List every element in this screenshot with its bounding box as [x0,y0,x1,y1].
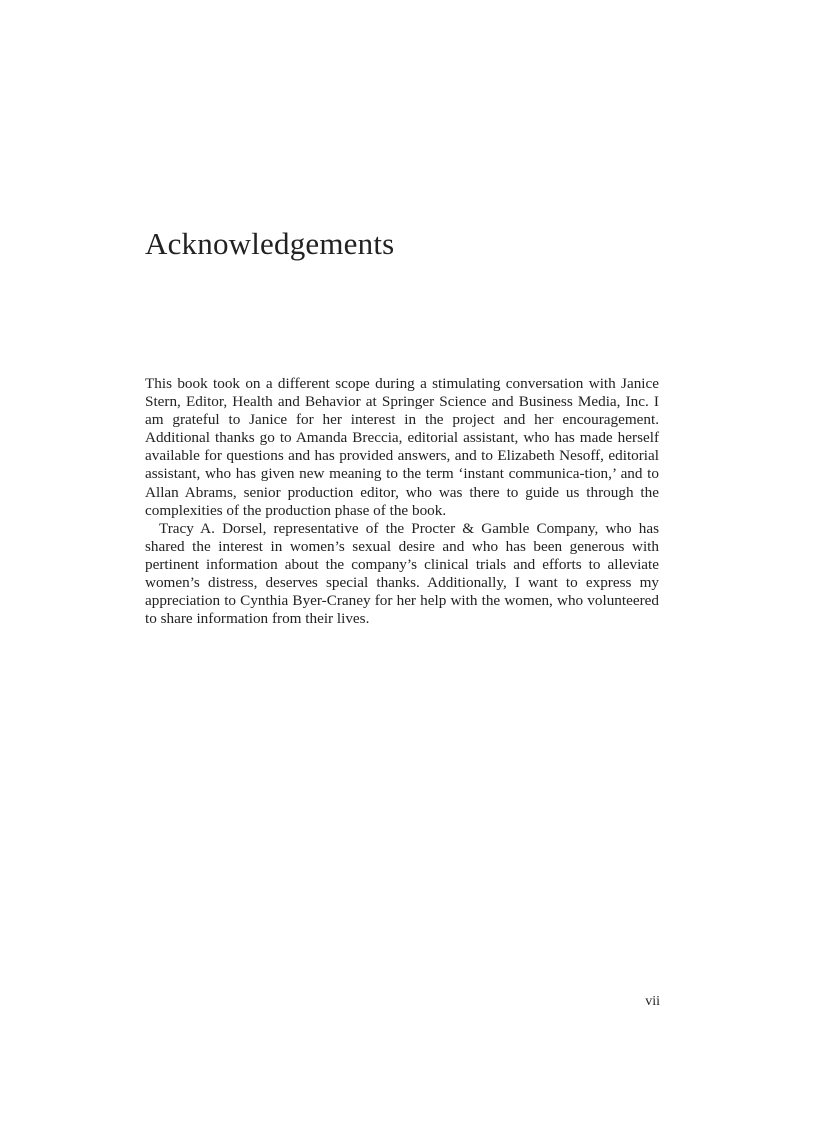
chapter-title: Acknowledgements [145,226,395,261]
paragraph-2: Tracy A. Dorsel, representative of the Procter & Gamble Company, who has shared the interest in women’s sexual desire and who has been generous with pertinent information about the company’s clinical trials and efforts to alleviate women’s distress, deserves special thanks. Additionally, I want to express my appreciation to Cynthia Byer-Craney for her help with the women, who volunteered to share information from their lives. [145,519,659,628]
paragraph-1: This book took on a different scope during a stimulating conversation with Janice Stern, Editor, Health and Behavior at Springer Science and Business Media, Inc. I am grateful to Janice for her interest in the project and her encouragement. Additional thanks go to Amanda Breccia, editorial assistant, who has made herself available for questions and has provided answers, and to Elizabeth Nesoff, editorial assistant, who has given new meaning to the term ‘instant communica-tion,’ and to Allan Abrams, senior production editor, who was there to guide us through the complexities of the production phase of the book. [145,375,659,519]
page-number: vii [645,994,660,1009]
acknowledgements-body [145,375,659,628]
